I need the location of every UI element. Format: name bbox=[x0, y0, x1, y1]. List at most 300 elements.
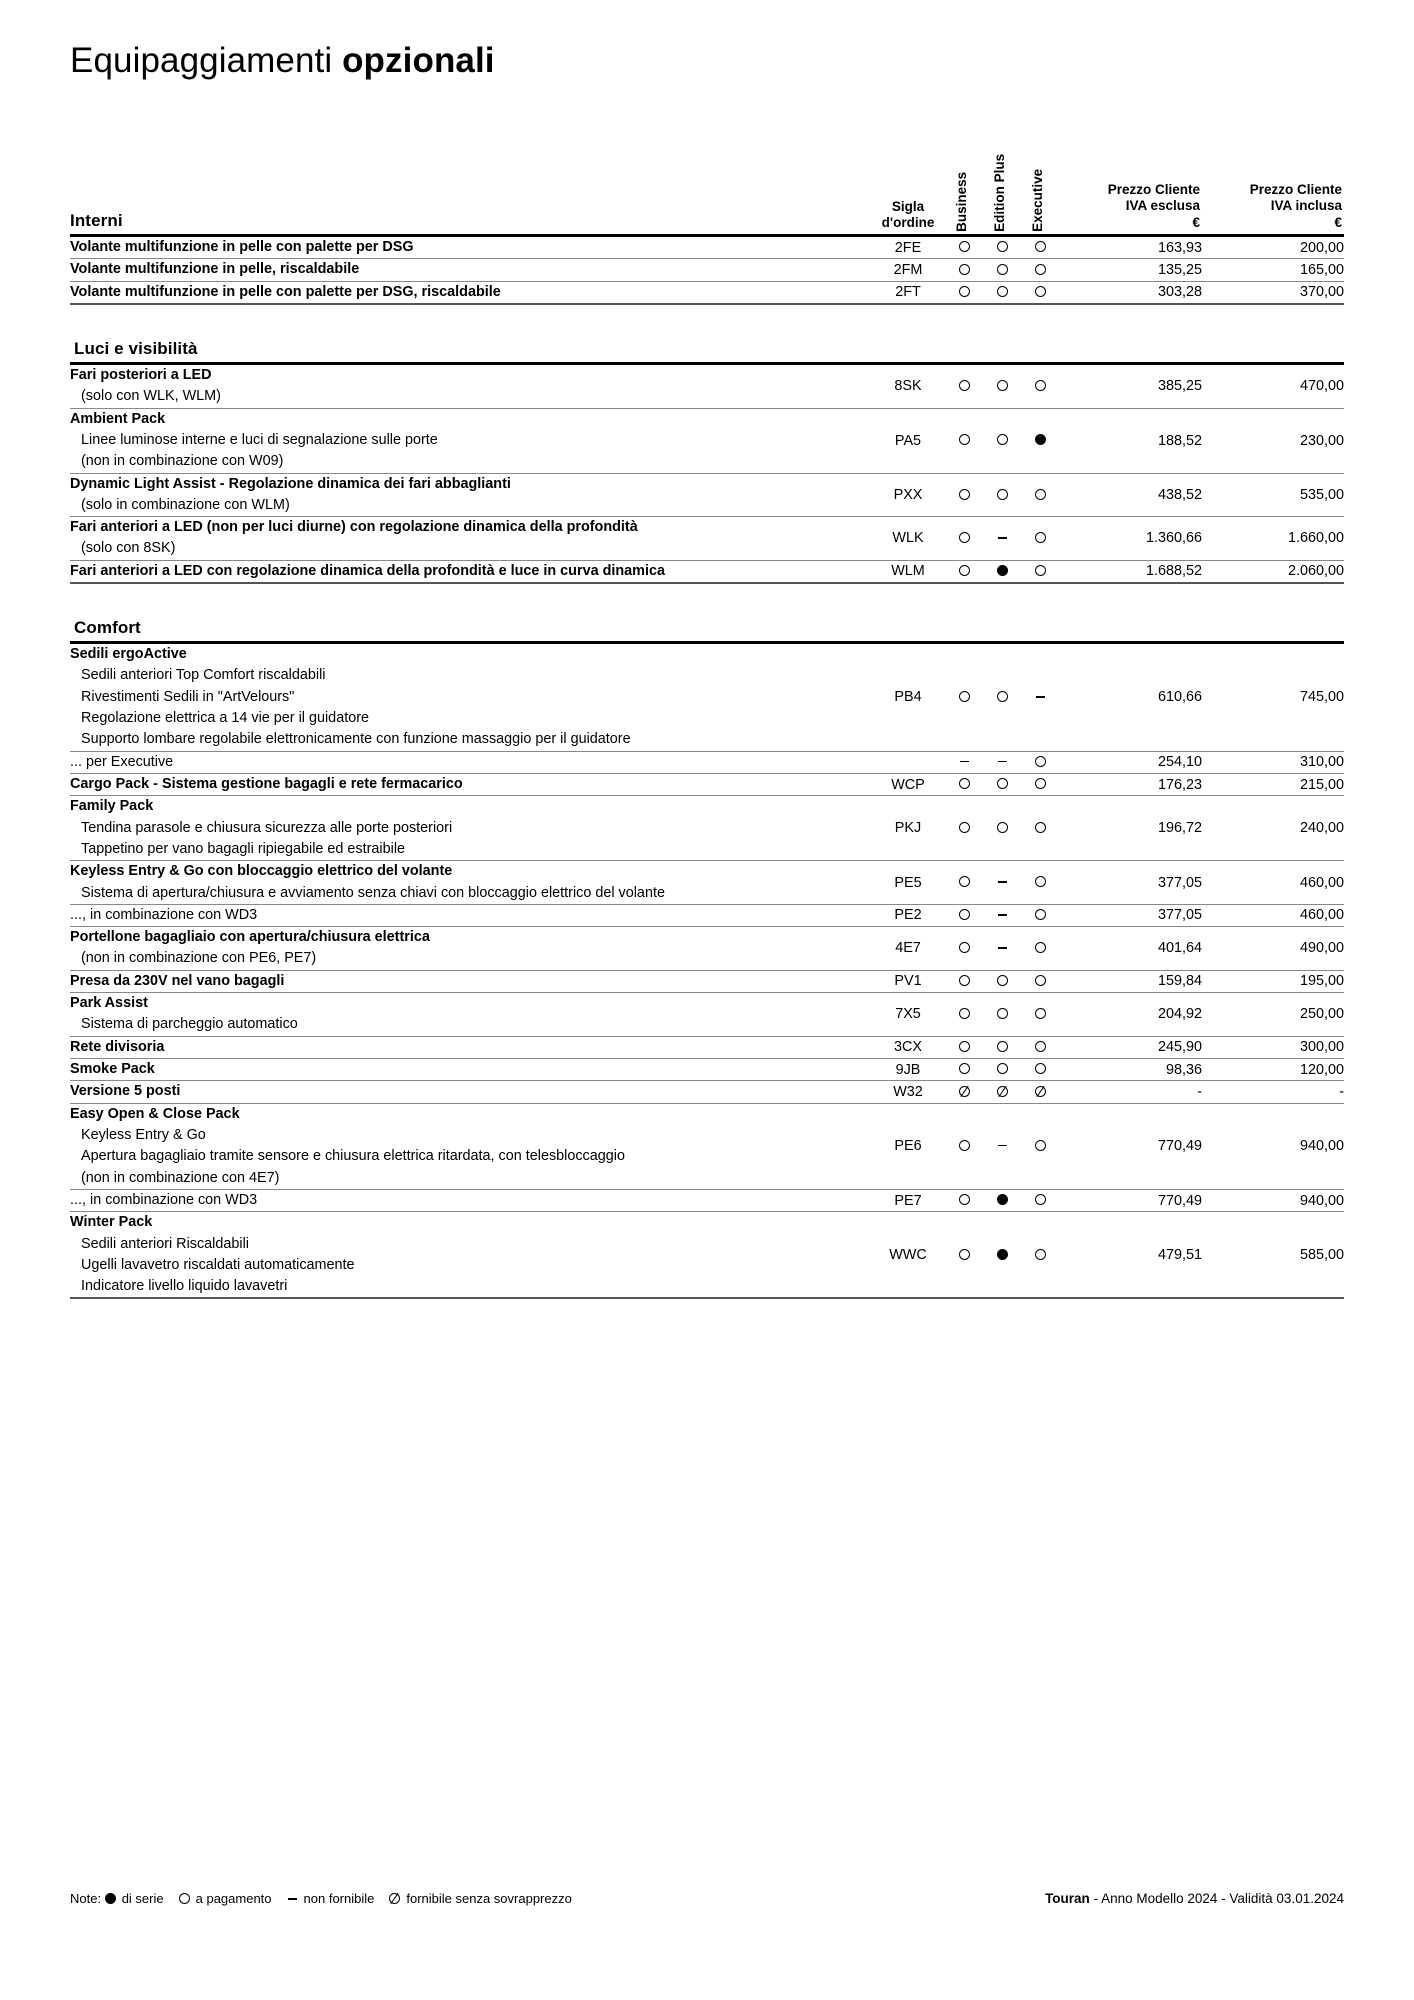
edition-plus-dash-icon bbox=[997, 1140, 1010, 1153]
table-row bbox=[70, 363, 1344, 408]
page-title-bold: opzionali bbox=[342, 41, 495, 80]
legend-item-label: di serie bbox=[121, 1891, 164, 1906]
business-open-circle-icon bbox=[959, 1249, 972, 1262]
executive-open-circle-icon bbox=[1035, 1194, 1048, 1207]
availability-executive bbox=[1022, 993, 1060, 1037]
row-text-line: Fari anteriori a LED con regolazione dinamica della profondità e luce in curva dinamica bbox=[70, 562, 665, 579]
row-text-line: Dynamic Light Assist - Regolazione dinamica dei fari abbaglianti bbox=[70, 475, 511, 492]
price-incl-vat: 2.060,00 bbox=[1202, 560, 1344, 583]
row-text-line: Keyless Entry & Go bbox=[81, 1126, 206, 1143]
edition-plus-dash-icon bbox=[997, 909, 1010, 922]
options-table bbox=[70, 150, 1344, 1299]
section-gap bbox=[70, 305, 1344, 339]
table-row bbox=[70, 1036, 1344, 1058]
availability-edition-plus bbox=[984, 1081, 1022, 1103]
row-text-line: ... per Executive bbox=[70, 753, 174, 770]
row-text-line: Tendina parasole e chiusura sicurezza alle porte posteriori bbox=[81, 819, 453, 836]
price-excl-vat: 204,92 bbox=[1060, 993, 1202, 1037]
row-text-line: Sedili anteriori Top Comfort riscaldabili bbox=[81, 667, 326, 684]
business-slashed-circle-icon bbox=[959, 1086, 972, 1099]
availability-business bbox=[946, 1059, 984, 1081]
option-code: 7X5 bbox=[870, 993, 946, 1037]
edition-plus-open-circle-icon bbox=[997, 778, 1010, 791]
price-incl-vat: 745,00 bbox=[1202, 643, 1344, 752]
availability-business bbox=[946, 560, 984, 583]
price-excl-vat: 479,51 bbox=[1060, 1212, 1202, 1299]
option-code bbox=[870, 751, 946, 773]
executive-dash-icon bbox=[1035, 691, 1048, 704]
executive-open-circle-icon bbox=[1035, 1063, 1048, 1076]
edition-plus-open-circle-icon bbox=[997, 1063, 1010, 1076]
price-excl-vat: 377,05 bbox=[1060, 904, 1202, 926]
price-excl-vat: 176,23 bbox=[1060, 773, 1202, 795]
legend-item-label: fornibile senza sovrapprezzo bbox=[406, 1891, 572, 1906]
table-row bbox=[70, 970, 1344, 992]
row-text-line: Keyless Entry & Go con bloccaggio elettrico del volante bbox=[70, 863, 453, 880]
availability-edition-plus bbox=[984, 927, 1022, 971]
executive-open-circle-icon bbox=[1035, 1041, 1048, 1054]
row-text-line: ..., in combinazione con WD3 bbox=[70, 906, 258, 923]
section-heading-row bbox=[70, 618, 1344, 643]
table-row bbox=[70, 1103, 1344, 1189]
row-text-line: Easy Open & Close Pack bbox=[70, 1105, 240, 1122]
price-excl-vat: 770,49 bbox=[1060, 1103, 1202, 1189]
availability-business bbox=[946, 259, 984, 281]
price-incl-vat: 195,00 bbox=[1202, 970, 1344, 992]
availability-edition-plus bbox=[984, 861, 1022, 905]
option-code: PA5 bbox=[870, 408, 946, 473]
availability-executive bbox=[1022, 1036, 1060, 1058]
price-excl-vat: 188,52 bbox=[1060, 408, 1202, 473]
page-title-regular: Equipaggiamenti bbox=[70, 41, 343, 80]
availability-edition-plus bbox=[984, 1036, 1022, 1058]
price-excl-vat: 377,05 bbox=[1060, 861, 1202, 905]
availability-business bbox=[946, 751, 984, 773]
row-text-line: (non in combinazione con W09) bbox=[81, 453, 284, 470]
row-text-line: Smoke Pack bbox=[70, 1061, 155, 1077]
option-description bbox=[70, 408, 870, 473]
option-description bbox=[70, 1212, 870, 1299]
edition-plus-open-circle-icon bbox=[997, 1008, 1010, 1021]
price-incl-vat: 940,00 bbox=[1202, 1103, 1344, 1189]
availability-executive bbox=[1022, 1081, 1060, 1103]
executive-open-circle-icon bbox=[1035, 1008, 1048, 1021]
availability-edition-plus bbox=[984, 1212, 1022, 1299]
options-table-body bbox=[70, 150, 1344, 1299]
section-gap bbox=[70, 584, 1344, 618]
price-incl-vat: 940,00 bbox=[1202, 1189, 1344, 1211]
price-excl-vat: 254,10 bbox=[1060, 751, 1202, 773]
price-excl-vat: 1.688,52 bbox=[1060, 560, 1202, 583]
table-row bbox=[70, 1189, 1344, 1211]
edition-plus-open-circle-icon bbox=[997, 975, 1010, 988]
availability-edition-plus bbox=[984, 796, 1022, 861]
table-row bbox=[70, 1081, 1344, 1103]
business-open-circle-icon bbox=[959, 822, 972, 835]
row-text-line: Volante multifunzione in pelle, riscaldabile bbox=[70, 261, 360, 278]
legend-item bbox=[179, 1891, 272, 1906]
table-row bbox=[70, 1212, 1344, 1299]
table-header-row bbox=[70, 150, 1344, 236]
table-row bbox=[70, 517, 1344, 561]
availability-executive bbox=[1022, 1103, 1060, 1189]
option-code: PE7 bbox=[870, 1189, 946, 1211]
table-row bbox=[70, 773, 1344, 795]
table-row bbox=[70, 281, 1344, 304]
availability-business bbox=[946, 643, 984, 752]
availability-executive bbox=[1022, 281, 1060, 304]
price-excl-vat: 303,28 bbox=[1060, 281, 1202, 304]
edition-plus-open-circle-icon bbox=[997, 264, 1010, 277]
row-text-line: ..., in combinazione con WD3 bbox=[70, 1191, 258, 1208]
executive-open-circle-icon bbox=[1035, 380, 1048, 393]
document-info bbox=[1045, 1890, 1344, 1909]
legend-open-open-circle-icon bbox=[179, 1893, 192, 1906]
availability-business bbox=[946, 363, 984, 408]
model-validity: - Anno Modello 2024 - Validità 03.01.2024 bbox=[1089, 1891, 1344, 1906]
row-text-line: Sistema di apertura/chiusura e avviamento senza chiavi con bloccaggio elettrico del volante bbox=[81, 884, 665, 901]
availability-business bbox=[946, 927, 984, 971]
executive-open-circle-icon bbox=[1035, 756, 1048, 769]
availability-executive bbox=[1022, 363, 1060, 408]
business-open-circle-icon bbox=[959, 434, 972, 447]
row-text-line: Supporto lombare regolabile elettronicamente con funzione massaggio per il guidatore bbox=[81, 731, 631, 748]
edition-plus-open-circle-icon bbox=[997, 434, 1010, 447]
availability-business bbox=[946, 1103, 984, 1189]
executive-open-circle-icon bbox=[1035, 822, 1048, 835]
executive-open-circle-icon bbox=[1035, 778, 1048, 791]
legend-dash-dash-icon bbox=[287, 1893, 300, 1906]
edition-plus-open-circle-icon bbox=[997, 1041, 1010, 1054]
column-header-code: Sigla d'ordine bbox=[881, 198, 935, 230]
option-code: PXX bbox=[870, 473, 946, 517]
row-text-line: Tappetino per vano bagagli ripiegabile ed estraibile bbox=[81, 840, 406, 857]
option-description bbox=[70, 796, 870, 861]
executive-open-circle-icon bbox=[1035, 264, 1048, 277]
table-row bbox=[70, 473, 1344, 517]
business-open-circle-icon bbox=[959, 565, 972, 578]
business-dash-icon bbox=[959, 756, 972, 769]
availability-executive bbox=[1022, 560, 1060, 583]
option-code: 8SK bbox=[870, 363, 946, 408]
row-text-line: Apertura bagagliaio tramite sensore e chiusura elettrica ritardata, con telesbloccaggio bbox=[81, 1148, 625, 1165]
availability-executive bbox=[1022, 751, 1060, 773]
availability-executive bbox=[1022, 1189, 1060, 1211]
executive-slashed-circle-icon bbox=[1035, 1086, 1048, 1099]
edition-plus-open-circle-icon bbox=[997, 822, 1010, 835]
option-code: 2FT bbox=[870, 281, 946, 304]
row-text-line: Sedili ergoActive bbox=[70, 646, 187, 663]
business-open-circle-icon bbox=[959, 1063, 972, 1076]
edition-plus-filled-circle-icon bbox=[997, 1249, 1010, 1262]
option-description bbox=[70, 473, 870, 517]
option-code: W32 bbox=[870, 1081, 946, 1103]
row-text-line: Versione 5 posti bbox=[70, 1083, 181, 1100]
option-description bbox=[70, 281, 870, 304]
legend-item-label: non fornibile bbox=[303, 1891, 375, 1906]
availability-edition-plus bbox=[984, 236, 1022, 259]
business-open-circle-icon bbox=[959, 975, 972, 988]
availability-business bbox=[946, 970, 984, 992]
edition-plus-open-circle-icon bbox=[997, 241, 1010, 254]
option-description bbox=[70, 560, 870, 583]
option-description bbox=[70, 970, 870, 992]
executive-open-circle-icon bbox=[1035, 876, 1048, 889]
price-incl-vat: 120,00 bbox=[1202, 1059, 1344, 1081]
row-text-line: Volante multifunzione in pelle con palette per DSG bbox=[70, 239, 414, 255]
section-heading-row bbox=[70, 339, 1344, 364]
availability-business bbox=[946, 517, 984, 561]
option-code: PE6 bbox=[870, 1103, 946, 1189]
option-code: PE2 bbox=[870, 904, 946, 926]
business-open-circle-icon bbox=[959, 1041, 972, 1054]
availability-business bbox=[946, 1212, 984, 1299]
price-incl-vat: 200,00 bbox=[1202, 236, 1344, 259]
availability-edition-plus bbox=[984, 281, 1022, 304]
option-code: 4E7 bbox=[870, 927, 946, 971]
price-excl-vat: 438,52 bbox=[1060, 473, 1202, 517]
page-title bbox=[70, 42, 495, 81]
availability-executive bbox=[1022, 796, 1060, 861]
option-code: PKJ bbox=[870, 796, 946, 861]
availability-business bbox=[946, 796, 984, 861]
option-description bbox=[70, 927, 870, 971]
row-text-line: Sedili anteriori Riscaldabili bbox=[81, 1235, 249, 1252]
section-title: Luci e visibilità bbox=[74, 338, 198, 358]
column-header-business: Business bbox=[954, 171, 970, 232]
option-code: PB4 bbox=[870, 643, 946, 752]
availability-edition-plus bbox=[984, 773, 1022, 795]
options-table-wrapper bbox=[70, 150, 1344, 1299]
option-description bbox=[70, 861, 870, 905]
availability-edition-plus bbox=[984, 993, 1022, 1037]
edition-plus-open-circle-icon bbox=[997, 380, 1010, 393]
availability-edition-plus bbox=[984, 1189, 1022, 1211]
executive-open-circle-icon bbox=[1035, 1249, 1048, 1262]
executive-filled-circle-icon bbox=[1035, 434, 1048, 447]
legend-item bbox=[389, 1891, 571, 1906]
availability-edition-plus bbox=[984, 517, 1022, 561]
edition-plus-dash-icon bbox=[997, 876, 1010, 889]
availability-edition-plus bbox=[984, 1059, 1022, 1081]
table-row bbox=[70, 904, 1344, 926]
price-excl-vat: 98,36 bbox=[1060, 1059, 1202, 1081]
legend-note-label: Note: bbox=[70, 1891, 102, 1906]
price-incl-vat: 300,00 bbox=[1202, 1036, 1344, 1058]
row-text-line: (solo con 8SK) bbox=[81, 540, 176, 557]
price-excl-vat: 401,64 bbox=[1060, 927, 1202, 971]
availability-executive bbox=[1022, 408, 1060, 473]
row-text-line: Presa da 230V nel vano bagagli bbox=[70, 972, 285, 989]
price-incl-vat: 215,00 bbox=[1202, 773, 1344, 795]
price-excl-vat: 385,25 bbox=[1060, 363, 1202, 408]
option-description bbox=[70, 751, 870, 773]
business-open-circle-icon bbox=[959, 909, 972, 922]
row-text-line: (solo in combinazione con WLM) bbox=[81, 496, 290, 513]
availability-business bbox=[946, 408, 984, 473]
availability-edition-plus bbox=[984, 473, 1022, 517]
section-title: Comfort bbox=[74, 618, 141, 638]
business-open-circle-icon bbox=[959, 778, 972, 791]
availability-executive bbox=[1022, 259, 1060, 281]
availability-edition-plus bbox=[984, 408, 1022, 473]
table-row bbox=[70, 796, 1344, 861]
option-code: 9JB bbox=[870, 1059, 946, 1081]
option-description bbox=[70, 1081, 870, 1103]
row-text-line: Indicatore livello liquido lavavetri bbox=[81, 1278, 288, 1295]
availability-executive bbox=[1022, 643, 1060, 752]
price-incl-vat: 585,00 bbox=[1202, 1212, 1344, 1299]
price-excl-vat: 135,25 bbox=[1060, 259, 1202, 281]
executive-open-circle-icon bbox=[1035, 286, 1048, 299]
availability-business bbox=[946, 1189, 984, 1211]
price-incl-vat: 250,00 bbox=[1202, 993, 1344, 1037]
availability-business bbox=[946, 993, 984, 1037]
availability-executive bbox=[1022, 970, 1060, 992]
column-header-edition-plus: Edition Plus bbox=[992, 153, 1008, 232]
price-excl-vat: 1.360,66 bbox=[1060, 517, 1202, 561]
executive-open-circle-icon bbox=[1035, 241, 1048, 254]
option-description bbox=[70, 363, 870, 408]
legend-item-label: a pagamento bbox=[195, 1891, 272, 1906]
row-text-line: Winter Pack bbox=[70, 1214, 153, 1231]
business-open-circle-icon bbox=[959, 489, 972, 502]
availability-business bbox=[946, 861, 984, 905]
availability-executive bbox=[1022, 1059, 1060, 1081]
executive-open-circle-icon bbox=[1035, 909, 1048, 922]
executive-open-circle-icon bbox=[1035, 1140, 1048, 1153]
availability-edition-plus bbox=[984, 904, 1022, 926]
availability-executive bbox=[1022, 861, 1060, 905]
price-excl-vat: 770,49 bbox=[1060, 1189, 1202, 1211]
edition-plus-open-circle-icon bbox=[997, 489, 1010, 502]
business-open-circle-icon bbox=[959, 691, 972, 704]
price-incl-vat: 470,00 bbox=[1202, 363, 1344, 408]
option-code: PV1 bbox=[870, 970, 946, 992]
section-title: Interni bbox=[70, 210, 123, 230]
business-open-circle-icon bbox=[959, 942, 972, 955]
table-row bbox=[70, 927, 1344, 971]
row-text-line: (non in combinazione con 4E7) bbox=[81, 1169, 280, 1186]
availability-edition-plus bbox=[984, 970, 1022, 992]
availability-executive bbox=[1022, 904, 1060, 926]
executive-open-circle-icon bbox=[1035, 975, 1048, 988]
row-text-line: Volante multifunzione in pelle con palette per DSG, riscaldabile bbox=[70, 283, 501, 300]
option-description bbox=[70, 1189, 870, 1211]
option-description bbox=[70, 1059, 870, 1081]
availability-executive bbox=[1022, 517, 1060, 561]
availability-edition-plus bbox=[984, 1103, 1022, 1189]
business-open-circle-icon bbox=[959, 264, 972, 277]
table-row bbox=[70, 408, 1344, 473]
column-header-executive: Executive bbox=[1030, 168, 1046, 232]
availability-business bbox=[946, 1036, 984, 1058]
edition-plus-filled-circle-icon bbox=[997, 1194, 1010, 1207]
business-open-circle-icon bbox=[959, 1008, 972, 1021]
table-row bbox=[70, 560, 1344, 583]
business-open-circle-icon bbox=[959, 876, 972, 889]
price-incl-vat: 535,00 bbox=[1202, 473, 1344, 517]
row-text-line: Portellone bagagliaio con apertura/chiusura elettrica bbox=[70, 929, 430, 946]
table-row bbox=[70, 259, 1344, 281]
availability-edition-plus bbox=[984, 560, 1022, 583]
availability-executive bbox=[1022, 236, 1060, 259]
option-description bbox=[70, 643, 870, 752]
option-description bbox=[70, 773, 870, 795]
executive-open-circle-icon bbox=[1035, 942, 1048, 955]
price-excl-vat: 245,90 bbox=[1060, 1036, 1202, 1058]
option-code: WCP bbox=[870, 773, 946, 795]
row-text-line: Rivestimenti Sedili in "ArtVelours" bbox=[81, 688, 295, 705]
edition-plus-slashed-circle-icon bbox=[997, 1086, 1010, 1099]
business-open-circle-icon bbox=[959, 1194, 972, 1207]
business-open-circle-icon bbox=[959, 241, 972, 254]
row-text-line: Cargo Pack - Sistema gestione bagagli e rete fermacarico bbox=[70, 775, 463, 792]
option-description bbox=[70, 259, 870, 281]
executive-open-circle-icon bbox=[1035, 532, 1048, 545]
price-incl-vat: 1.660,00 bbox=[1202, 517, 1344, 561]
column-header-price-incl: Prezzo Cliente IVA inclusa € bbox=[1249, 181, 1342, 230]
availability-edition-plus bbox=[984, 751, 1022, 773]
edition-plus-open-circle-icon bbox=[997, 286, 1010, 299]
price-excl-vat: 610,66 bbox=[1060, 643, 1202, 752]
table-row bbox=[70, 643, 1344, 752]
price-incl-vat: - bbox=[1202, 1081, 1344, 1103]
price-incl-vat: 460,00 bbox=[1202, 904, 1344, 926]
option-code: 2FE bbox=[870, 236, 946, 259]
availability-business bbox=[946, 281, 984, 304]
business-open-circle-icon bbox=[959, 532, 972, 545]
executive-open-circle-icon bbox=[1035, 565, 1048, 578]
edition-plus-dash-icon bbox=[997, 756, 1010, 769]
executive-open-circle-icon bbox=[1035, 489, 1048, 502]
option-code: WLK bbox=[870, 517, 946, 561]
edition-plus-open-circle-icon bbox=[997, 691, 1010, 704]
price-incl-vat: 240,00 bbox=[1202, 796, 1344, 861]
section-closing-rule bbox=[70, 1298, 1344, 1299]
option-description bbox=[70, 1103, 870, 1189]
availability-edition-plus bbox=[984, 259, 1022, 281]
table-row bbox=[70, 861, 1344, 905]
row-text-line: Linee luminose interne e luci di segnalazione sulle porte bbox=[81, 431, 438, 448]
option-description bbox=[70, 1036, 870, 1058]
legend-slash-slashed-circle-icon bbox=[389, 1893, 402, 1906]
price-incl-vat: 310,00 bbox=[1202, 751, 1344, 773]
price-excl-vat: 196,72 bbox=[1060, 796, 1202, 861]
option-code: 3CX bbox=[870, 1036, 946, 1058]
option-description bbox=[70, 236, 870, 259]
availability-business bbox=[946, 1081, 984, 1103]
availability-business bbox=[946, 473, 984, 517]
availability-business bbox=[946, 236, 984, 259]
business-open-circle-icon bbox=[959, 286, 972, 299]
legend-item bbox=[105, 1891, 164, 1906]
availability-executive bbox=[1022, 1212, 1060, 1299]
availability-executive bbox=[1022, 927, 1060, 971]
edition-plus-filled-circle-icon bbox=[997, 565, 1010, 578]
price-excl-vat: - bbox=[1060, 1081, 1202, 1103]
price-incl-vat: 165,00 bbox=[1202, 259, 1344, 281]
table-row bbox=[70, 993, 1344, 1037]
availability-edition-plus bbox=[984, 643, 1022, 752]
table-row bbox=[70, 1059, 1344, 1081]
edition-plus-dash-icon bbox=[997, 532, 1010, 545]
edition-plus-dash-icon bbox=[997, 942, 1010, 955]
row-text-line: Fari posteriori a LED bbox=[70, 366, 212, 383]
row-text-line: Park Assist bbox=[70, 995, 148, 1012]
row-text-line: Fari anteriori a LED (non per luci diurne) con regolazione dinamica della profondità bbox=[70, 519, 638, 536]
option-description bbox=[70, 993, 870, 1037]
